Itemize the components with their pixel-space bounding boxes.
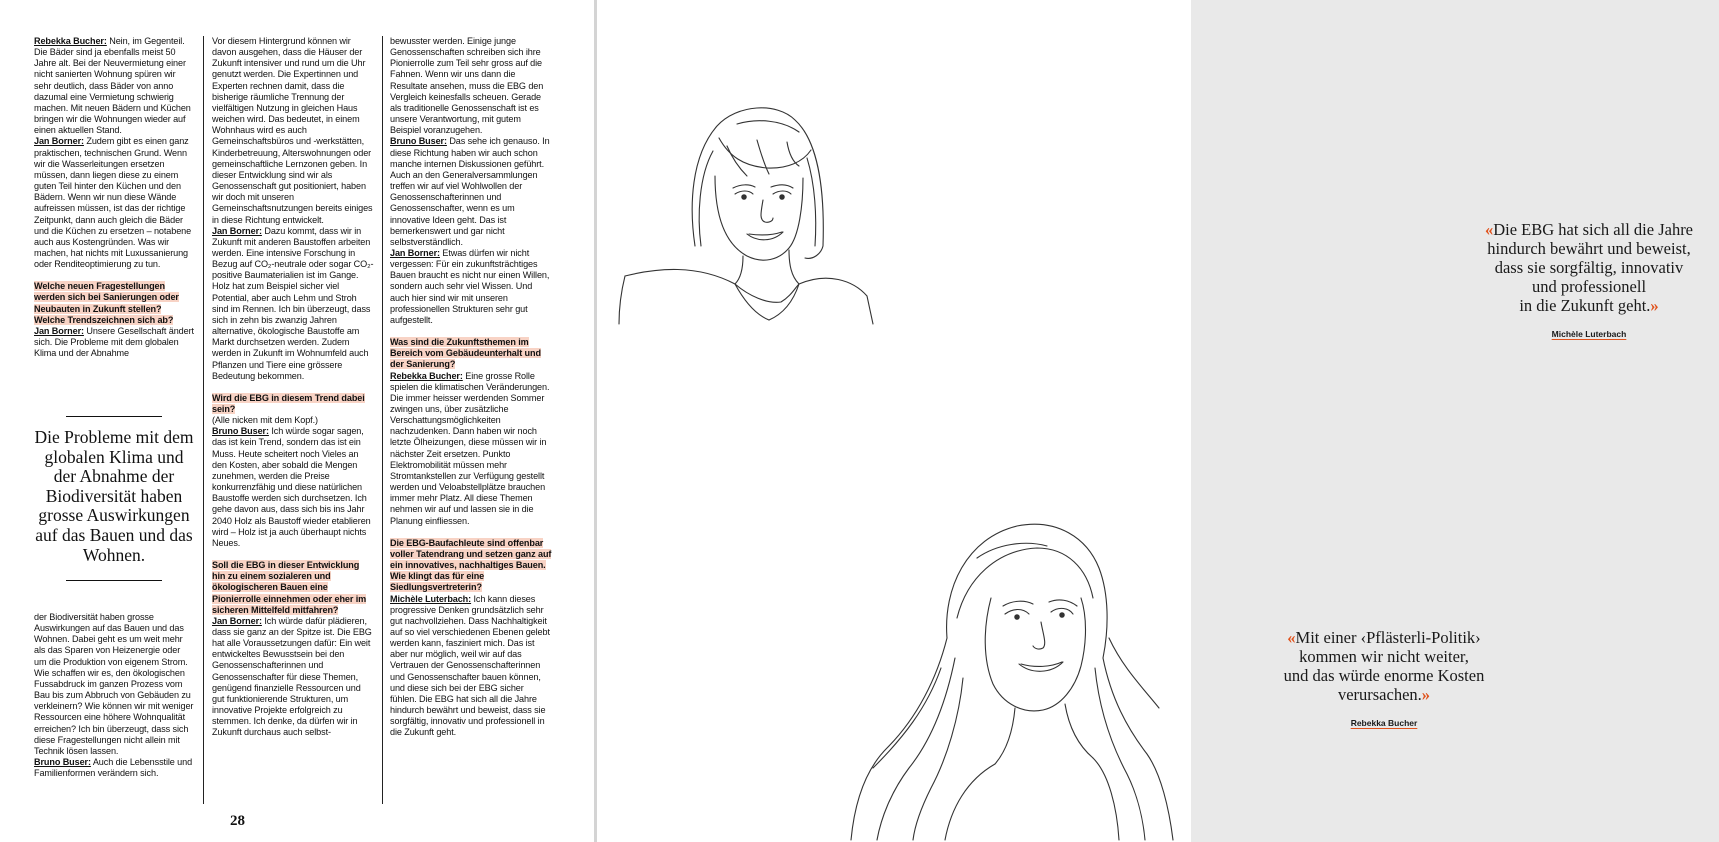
quote-line: und professionell [1531,277,1647,296]
quote-close-mark: » [1650,296,1659,315]
paragraph [34,36,194,136]
quote-author: Rebekka Bucher [1350,718,1418,728]
paragraph-text: Auch die Lebensstile und Familienformen verändern sich. [34,757,193,779]
text-column-2 [212,36,374,739]
paragraph [390,337,552,370]
speaker-name: Jan Borner: [212,225,262,236]
paragraph [390,248,552,326]
speaker-name: Bruno Buser: [34,757,91,768]
paragraph [212,616,374,739]
paragraph-text: der Biodiversität haben grosse Auswirkungen auf das Bauen und das Wohnen. Dabei geht es um weit mehr als das Sparen von Heizenergie oder um die Produktion von eigenem Strom. Wie schaffen wir es, den ökologischen Fussabdruck im ganzen Prozess vom Bau bis zum Abbruch von Gebäuden zu verkleinern? Wie können wir mit weniger Ressourcen eine höhere Wohnqualität erreichen? Ich bin überzeugt, dass sich diese Fragestellungen nicht allein mit Technik lösen lassen. [34,612,194,756]
text-column-1 [34,36,194,359]
paragraph-text: bewusster werden. Einige junge Genossenschaften schreiben sich ihre Pionierrolle zum Teil sehr gross auf die Fahnen. Wenn wir uns dann die Resultate ansehen, muss die EBG den Vergleich keinesfalls scheuen. Gerade als traditionelle Genossenschaft ist es unsere Verantwortung, mit gutem Beispiel voranzugehen. [390,36,544,136]
speaker-name: Jan Borner: [34,136,84,147]
paragraph [390,36,552,136]
paragraph-gap [212,382,374,393]
paragraph [390,594,552,739]
interview-question: Soll die EBG in dieser Entwicklung hin zu einem sozialeren und ökologischeren Bauen eine Pionierrolle einnehmen oder eher im sicheren Mittelfeld mitfahren? [212,560,367,615]
paragraph-text: Nein, im Gegenteil. Die Bäder sind ja ebenfalls meist 50 Jahre alt. Bei der Neuvermietung einer nicht sanierten Wohnung spüren wir sehr deutlich, dass Bäder von anno dazumal eine Vermietung schwierig machen. Mit neuen Bädern und Küchen bringen wir die Wohnungen wieder auf einen aktuellen Stand. [34,36,191,136]
quote-open-mark: « [1484,220,1494,239]
text-column-1-continued [34,612,194,779]
quote-close-mark: » [1421,685,1431,704]
paragraph-text: Ich kann dieses progressive Denken grundsätzlich sehr gut nachvollziehen. Dass Nachhaltigkeit auf so viel verschiedenen Ebenen gelebt werden kann, fasziniert mich. Das ist aber nur möglich, weil wir auf das Vertrauen der Genossenschafterinnen und Genossenschafter bauen können, und diese sich bei der EBG sicher fühlen. Die EBG hat sich all die Jahre hindurch bewährt und beweist, dass sie sorgfältig, innovativ und professionell in die Zukunft geht. [390,593,550,738]
paragraph-text: Zudem gibt es einen ganz praktischen, technischen Grund. Wenn wir die Wasserleitungen ersetzen müssen, dann liegen diese zu einem guten Teil hinter den Küchen und den Bädern. Wenn wir nun diese Wände aufreissen müssen, ist das der richtige Zeitpunkt, dann auch gleich die Bäder und die Küchen zu ersetzen – notabene auch aus Kostengründen. Was wir machen, hat nichts mit Luxussanierung oder Renditeoptimierung zu tun. [34,136,192,270]
paragraph [34,281,194,326]
text-column-3 [390,36,552,739]
quote-open-mark: « [1287,628,1296,647]
quote-line: und das würde enorme Kosten [1283,666,1485,685]
speaker-name: Bruno Buser: [212,426,269,437]
portrait-illustration-bucher [847,518,1177,842]
paragraph-text: Unsere Gesellschaft ändert sich. Die Probleme mit dem globalen Klima und der Abnahme [34,325,194,359]
pull-quote [34,416,194,581]
quote-author: Michèle Luterbach [1551,329,1627,339]
paragraph [390,371,552,527]
paragraph [34,326,194,359]
paragraph-gap [212,549,374,560]
interview-question: Wird die EBG in diesem Trend dabei sein? [212,392,365,414]
pull-quote-rule-bottom [66,580,162,581]
right-page [597,0,1694,842]
paragraph-text: Ich würde dafür plädieren, dass sie ganz an der Spitze ist. Die EBG hat alle Voraussetzungen dafür: Ein weit entwickeltes Bewusstsein bei den Genossenschafterinnen und Genossenschafter für diese Themen, genügend finanzielle Ressourcen und gut funktionierende Strukturen, um innovative Projekte erfolgreich zu stemmen. Ich denke, da dürfen wir in Zukunft durchaus auch selbst- [212,615,372,738]
paragraph [212,415,374,426]
speaker-name: Jan Borner: [34,325,84,336]
paragraph [34,612,194,757]
paragraph-text: Ich würde sogar sagen, das ist kein Trend, sondern das ist ein Muss. Heute scheitert noch Vieles an den Kosten, aber sobald die Mengen zunehmen, werden die Preise konkurrenzfähig und diese natürlichen Baustoffe werden sich durchsetzen. Ich gehe davon aus, dass sich bis ins Jahr 2040 Holz als Baustoff wieder etablieren wird – Holz ist ja auch überhaupt nichts Neues. [212,426,371,548]
paragraph-text: Vor diesem Hintergrund können wir davon ausgehen, dass die Häuser der Zukunft intensiver und rund um die Uhr genutzt werden. Die Expertinnen und Experten rechnen damit, dass die bisherige räumliche Trennung der vielfältigen Nutzung in gleichen Haus weichen wird. Das bedeutet, in einem Wohnhaus wird es auch Gemeinschaftsbüros und -werkstätten, Kinderbetreuung, Alterswohnungen oder gemeinschaftliche Lernzonen geben. In dieser Entwicklung sind wir als Genossenschaft gut positioniert, haben wir doch mit unseren Gemeinschaftsnutzungen bereits einiges in diese Richtung entwickelt. [212,36,373,225]
paragraph-gap [34,270,194,281]
quote-luterbach [1459,220,1719,344]
paragraph-text: Eine grosse Rolle spielen die klimatischen Veränderungen. Die immer heisser werdenden Sommer zwingen uns, über zusätzliche Verschattungsmöglichkeiten nachzudenken. Dann haben wir noch letzte Ölheizungen, diese müssen wir in nächster Zeit ersetzen. Punkto Elektromobilität müssen mehr Stromtankstellen zur Verfügung gestellt werden und Veloabstellplätze brauchen immer mehr Platz. All diese Themen nehmen wir auf und lassen sie in die Planung einfliessen. [390,370,550,526]
speaker-name: Jan Borner: [390,247,440,258]
paragraph [212,393,374,415]
quote-line: in die Zukunft geht. [1519,296,1651,315]
paragraph [34,757,194,779]
paragraph-gap [390,326,552,337]
quote-line: dass sie sorgfältig, innovativ [1494,258,1684,277]
column-divider [382,36,383,804]
paragraph-text: Dazu kommt, dass wir in Zukunft mit anderen Baustoffen arbeiten werden. Eine intensive Forschung in Bezug auf CO₂-neutrale oder sogar CO₂-positive Baumaterialien ist im Gange. Holz hat zum Beispiel sicher viel Potential, aber auch Lehm und Stroh sind im Rennen. Ich bin überzeugt, dass sich in zehn bis zwanzig Jahren alternative, ökologische Baustoffe am Markt durchsetzen werden. Zudem werden in Zukunft im Wohnumfeld auch Pflanzen und Tiere eine grössere Bedeutung bekommen. [212,225,374,381]
paragraph [390,136,552,248]
paragraph [212,560,374,616]
speaker-name: Jan Borner: [212,615,262,626]
quote-line: hindurch bewährt und beweist, [1487,239,1691,258]
interview-question: Die EBG-Baufachleute sind offenbar voller Tatendrang und setzen ganz auf ein innovatives, nachhaltiges Bauen. Wie klingt das für eine Siedlungsvertreterin? [390,537,552,593]
quote-line: verursachen. [1337,685,1422,704]
interview-question: Welche neuen Fragestellungen werden sich bei Sanierungen oder Neubauten in Zukunft stellen? Welche Trendszeichnen sich ab? [34,281,179,325]
quote-line: Die EBG hat sich all die Jahre [1493,220,1694,239]
portrait-illustration-luterbach [617,96,877,326]
paragraph [212,426,374,549]
paragraph-text: (Alle nicken mit dem Kopf.) [212,415,318,426]
speaker-name: Michèle Luterbach: [390,593,472,604]
quote-bucher [1259,628,1509,733]
paragraph [390,538,552,594]
speaker-name: Rebekka Bucher: [34,36,107,46]
speaker-name: Rebekka Bucher: [390,370,463,381]
paragraph [212,226,374,382]
column-divider [203,36,204,804]
left-page [0,0,594,842]
quote-line: kommen wir nicht weiter, [1299,647,1469,666]
interview-question: Was sind die Zukunftsthemen im Bereich vom Gebäudeunterhalt und der Sanierung? [390,337,541,370]
pull-quote-text: Die Probleme mit dem globalen Klima und der Abnahme der Biodiversität haben grosse Auswirkungen auf das Bauen und das Wohnen. [34,427,194,565]
paragraph-text: Das sehe ich genauso. In diese Richtung haben wir auch schon manche internen Diskussionen geführt. Auch an den Generalversammlungen treffen wir auf viel Wohlwollen der Genossenschafterinnen und Genossenschafter, wenn es um innovative Ideen geht. Das ist bemerkenswert und gar nicht selbstverständlich. [390,136,550,247]
paragraph [212,36,374,226]
paragraph-text: Etwas dürfen wir nicht vergessen: Für ein zukunftsträchtiges Bauen braucht es nicht nur einen Willen, sondern auch sehr viel Wissen. Und auch hier sind wir mit unseren professionellen Strukturen sehr gut aufgestellt. [390,247,550,325]
paragraph-gap [390,527,552,538]
speaker-name: Bruno Buser: [390,136,447,147]
quote-line: Mit einer ‹Pflästerli-Politik› [1295,628,1481,647]
page-number: 28 [230,813,245,829]
paragraph [34,136,194,270]
